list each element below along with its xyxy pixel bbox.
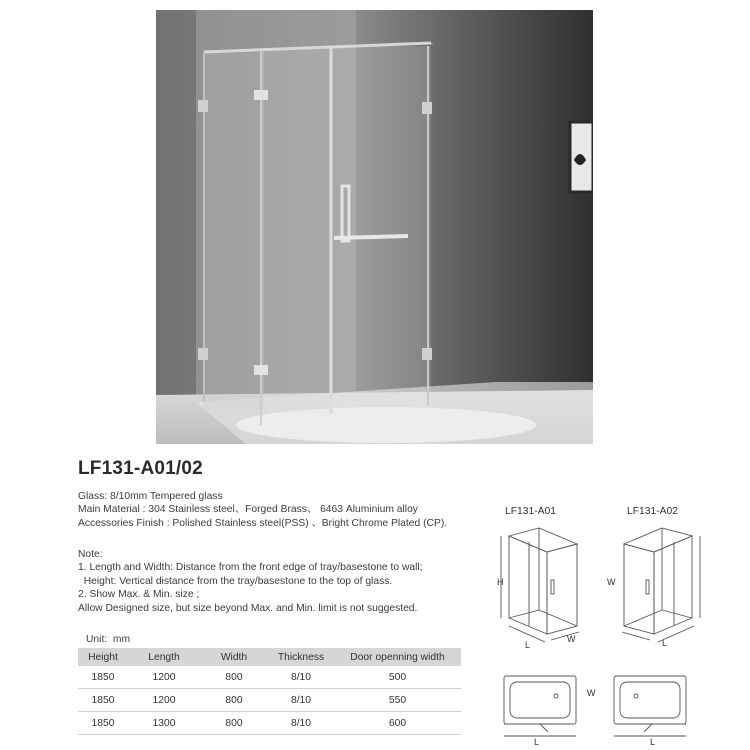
- unit-label: Unit: mm: [86, 634, 131, 645]
- header-thickness: Thickness: [268, 648, 334, 666]
- dim-l-a01: L: [525, 640, 531, 650]
- dim-w-plan: W: [587, 688, 596, 698]
- dim-w-a02: W: [607, 577, 616, 587]
- note-line: Allow Designed size, but size beyond Max. and Min. limit is not suggested.: [78, 602, 418, 614]
- header-door-width: Door openning width: [334, 648, 461, 666]
- diagram-a02-plan: [608, 670, 693, 745]
- cell-door-width: 500: [334, 666, 461, 689]
- cell-height: 1850: [78, 666, 128, 689]
- dim-l-a02: L: [662, 638, 668, 648]
- dim-h-a01: H: [497, 577, 504, 587]
- cell-width: 800: [200, 712, 268, 735]
- note-heading: Note:: [78, 549, 103, 560]
- table-row: [78, 689, 461, 712]
- table-header-row: [78, 648, 461, 666]
- dim-l-plan-a02: L: [650, 737, 656, 747]
- cell-thickness: 8/10: [268, 712, 334, 735]
- note-line: 1. Length and Width: Distance from the front edge of tray/basestone to wall;: [78, 562, 423, 574]
- cell-thickness: 8/10: [268, 666, 334, 689]
- cell-length: 1300: [128, 712, 200, 735]
- note-block: [78, 548, 423, 615]
- diagram-label-a01: LF131-A01: [505, 506, 556, 517]
- diagram-a02-iso: [610, 522, 705, 652]
- dim-l-plan-a01: L: [534, 737, 540, 747]
- header-width: Width: [200, 648, 268, 666]
- table-row: [78, 712, 461, 735]
- diagram-a01-plan: [500, 670, 585, 745]
- cell-width: 800: [200, 666, 268, 689]
- table-row: [78, 666, 461, 689]
- product-model-title: LF131-A01/02: [78, 458, 203, 479]
- note-line: Height: Vertical distance from the tray/basestone to the top of glass.: [78, 575, 393, 587]
- cell-length: 1200: [128, 689, 200, 712]
- cell-thickness: 8/10: [268, 689, 334, 712]
- cell-height: 1850: [78, 712, 128, 735]
- cell-width: 800: [200, 689, 268, 712]
- diagram-label-a02: LF131-A02: [627, 506, 678, 517]
- spec-material: Main Material : 304 Stainless steel、Forged Brass、 6463 Aluminium alloy: [78, 504, 418, 516]
- spec-glass: Glass: 8/10mm Tempered glass: [78, 491, 223, 502]
- note-line: 2. Show Max. & Min. size ;: [78, 589, 200, 601]
- spec-finish: Accessories Finish : Polished Stainless steel(PSS) 、Bright Chrome Plated (CP).: [78, 517, 448, 529]
- cell-door-width: 600: [334, 712, 461, 735]
- spec-list: [78, 490, 447, 530]
- header-height: Height: [78, 648, 128, 666]
- cell-length: 1200: [128, 666, 200, 689]
- header-length: Length: [128, 648, 200, 666]
- cell-door-width: 550: [334, 689, 461, 712]
- dim-w-a01: W: [567, 634, 576, 644]
- size-table: [78, 648, 461, 735]
- cell-height: 1850: [78, 689, 128, 712]
- product-photo: [156, 10, 593, 444]
- diagram-a01-iso: [495, 522, 590, 652]
- shower-enclosure-photo: [156, 10, 593, 444]
